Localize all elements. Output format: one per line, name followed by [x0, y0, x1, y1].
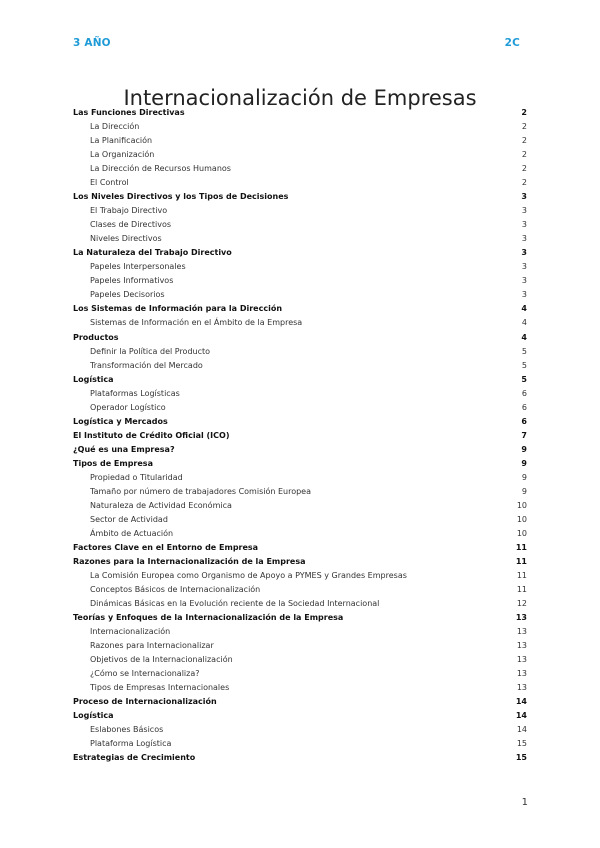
toc-entry-page: 3: [521, 290, 527, 300]
toc-entry-section[interactable]: [73, 429, 527, 443]
toc-entry-page: 10: [516, 514, 527, 524]
toc-entry-label: El Control: [90, 178, 129, 188]
toc-entry-subsection[interactable]: [73, 471, 527, 485]
toc-entry-section[interactable]: [73, 415, 527, 429]
toc-entry-subsection[interactable]: [73, 148, 527, 162]
toc-entry-section[interactable]: [73, 373, 527, 387]
toc-entry-page: 3: [521, 206, 527, 216]
toc-entry-page: 2: [521, 108, 527, 117]
toc-entry-label: Los Sistemas de Información para la Dirección: [73, 304, 283, 314]
page-number: 1: [521, 797, 528, 808]
toc-entry-subsection[interactable]: [73, 485, 527, 499]
toc-entry-label: Sector de Actividad: [90, 514, 168, 524]
toc-entry-label: La Comisión Europea como Organismo de Apoyo a PYMES y Grandes Empresas: [90, 571, 407, 581]
toc-entry-label: Proceso de Internacionalización: [73, 697, 217, 707]
toc-entry-label: ¿Qué es una Empresa?: [73, 444, 175, 454]
toc-entry-subsection[interactable]: [73, 597, 527, 611]
toc-entry-page: 13: [515, 613, 527, 623]
toc-entry-page: 2: [521, 164, 527, 174]
toc-entry-label: El Instituto de Crédito Oficial (ICO): [73, 430, 230, 440]
toc-entry-page: 3: [521, 262, 527, 272]
toc-entry-page: 13: [516, 669, 527, 679]
toc-entry-page: 13: [516, 655, 527, 665]
toc-entry-label: Tipos de Empresas Internacionales: [90, 683, 230, 693]
toc-entry-section[interactable]: [73, 331, 527, 345]
toc-entry-page: 3: [521, 276, 527, 286]
toc-entry-page: 9: [521, 458, 527, 468]
toc-entry-section[interactable]: [73, 555, 527, 569]
toc-entry-subsection[interactable]: [73, 232, 527, 246]
toc-entry-page: 12: [516, 599, 527, 609]
toc-entry-page: 5: [521, 374, 527, 384]
toc-entry-page: 13: [516, 683, 527, 693]
toc-entry-page: 6: [521, 388, 527, 398]
toc-entry-subsection[interactable]: [73, 288, 527, 302]
toc-entry-subsection[interactable]: [73, 134, 527, 148]
toc-entry-page: 9: [521, 472, 527, 482]
toc-entry-subsection[interactable]: [73, 667, 527, 681]
toc-entry-subsection[interactable]: [73, 387, 527, 401]
toc-entry-page: 4: [521, 318, 527, 328]
toc-entry-page: 15: [515, 753, 527, 763]
table-of-contents: [73, 106, 527, 765]
toc-entry-label: Logística y Mercados: [73, 416, 168, 426]
toc-entry-page: 9: [521, 444, 527, 454]
toc-entry-section[interactable]: [73, 246, 527, 260]
toc-entry-section[interactable]: [73, 611, 527, 625]
toc-entry-page: 3: [521, 192, 527, 202]
toc-entry-label: Tamaño por número de trabajadores Comisión Europea: [90, 486, 312, 496]
toc-entry-page: 3: [521, 248, 527, 258]
toc-entry-subsection[interactable]: [73, 120, 527, 134]
toc-entry-label: Factores Clave en el Entorno de Empresa: [73, 542, 259, 552]
toc-entry-label: Definir la Política del Producto: [90, 346, 211, 356]
toc-entry-page: 14: [515, 697, 527, 707]
toc-entry-label: La Dirección de Recursos Humanos: [90, 164, 231, 174]
toc-entry-page: 13: [516, 641, 527, 651]
toc-entry-label: Propiedad o Titularidad: [90, 472, 183, 482]
toc-entry-label: Niveles Directivos: [90, 234, 162, 244]
toc-entry-label: Dinámicas Básicas en la Evolución reciente de la Sociedad Internacional: [90, 599, 380, 609]
toc-entry-page: 6: [521, 416, 527, 426]
toc-entry-subsection[interactable]: [73, 513, 527, 527]
toc-entry-label: La Dirección: [90, 122, 140, 132]
toc-entry-page: 5: [521, 360, 527, 370]
toc-entry-subsection[interactable]: [73, 204, 527, 218]
toc-entry-subsection[interactable]: [73, 583, 527, 597]
toc-entry-section[interactable]: [73, 541, 527, 555]
toc-entry-page: 3: [521, 220, 527, 230]
toc-entry-page: 7: [521, 430, 527, 440]
toc-entry-label: Razones para Internacionalizar: [90, 641, 214, 651]
toc-entry-page: 9: [521, 486, 527, 496]
toc-entry-subsection[interactable]: [73, 737, 527, 751]
toc-entry-label: Teorías y Enfoques de la Internacionalización de la Empresa: [73, 613, 344, 623]
toc-entry-page: 10: [516, 500, 527, 510]
toc-entry-label: Conceptos Básicos de Internacionalización: [90, 585, 261, 595]
toc-entry-section[interactable]: [73, 190, 527, 204]
toc-entry-label: Productos: [73, 332, 119, 342]
toc-entry-label: Logística: [73, 711, 114, 721]
toc-entry-label: La Organización: [90, 150, 155, 160]
toc-entry-label: La Planificación: [90, 136, 153, 146]
toc-entry-page: 11: [515, 542, 527, 552]
toc-entry-section[interactable]: [73, 302, 527, 316]
toc-entry-subsection[interactable]: [73, 316, 527, 330]
toc-entry-section[interactable]: [73, 443, 527, 457]
page-title: Internacionalización de Empresas: [123, 86, 477, 111]
toc-entry-section[interactable]: [73, 457, 527, 471]
toc-entry-label: Transformación del Mercado: [90, 360, 203, 370]
toc-entry-label: Clases de Directivos: [90, 220, 172, 230]
toc-entry-section[interactable]: [73, 106, 527, 120]
toc-entry-subsection[interactable]: [73, 401, 527, 415]
toc-entry-label: Papeles Interpersonales: [90, 262, 186, 272]
toc-entry-section[interactable]: [73, 709, 527, 723]
toc-entry-page: 6: [521, 402, 527, 412]
toc-entry-page: 13: [516, 627, 527, 637]
toc-entry-subsection[interactable]: [73, 218, 527, 232]
header-course-year: 3 AÑO: [73, 37, 111, 49]
toc-entry-subsection[interactable]: [73, 274, 527, 288]
toc-entry-page: 2: [521, 178, 527, 188]
toc-entry-label: Internacionalización: [90, 627, 171, 637]
toc-entry-page: 4: [521, 332, 527, 342]
toc-entry-label: Logística: [73, 374, 114, 384]
toc-entry-label: El Trabajo Directivo: [90, 206, 168, 216]
toc-entry-page: 11: [516, 585, 527, 595]
toc-entry-subsection[interactable]: [73, 527, 527, 541]
toc-entry-page: 2: [521, 122, 527, 132]
toc-entry-label: Sistemas de Información en el Ámbito de la Empresa: [90, 318, 303, 328]
toc-entry-subsection[interactable]: [73, 681, 527, 695]
toc-entry-label: Los Niveles Directivos y los Tipos de Decisiones: [73, 192, 289, 202]
toc-entry-label: Objetivos de la Internacionalización: [90, 655, 233, 665]
toc-entry-page: 5: [521, 346, 527, 356]
toc-entry-subsection[interactable]: [73, 723, 527, 737]
toc-entry-subsection[interactable]: [73, 176, 527, 190]
toc-entry-section[interactable]: [73, 751, 527, 765]
toc-entry-label: Naturaleza de Actividad Económica: [90, 500, 232, 510]
toc-entry-subsection[interactable]: [73, 653, 527, 667]
toc-entry-label: Las Funciones Directivas: [73, 108, 185, 117]
toc-entry-label: Tipos de Empresa: [73, 458, 153, 468]
toc-entry-label: Razones para la Internacionalización de la Empresa: [73, 557, 306, 566]
toc-entry-label: Papeles Decisorios: [90, 290, 165, 300]
toc-entry-label: Operador Logístico: [90, 402, 166, 412]
toc-entry-page: 11: [515, 557, 527, 566]
toc-entry-page: 2: [521, 150, 527, 160]
toc-entry-subsection[interactable]: [73, 569, 527, 583]
toc-entry-label: ¿Cómo se Internacionaliza?: [90, 669, 200, 679]
toc-entry-subsection[interactable]: [73, 345, 527, 359]
toc-entry-section[interactable]: [73, 695, 527, 709]
toc-entry-subsection[interactable]: [73, 162, 527, 176]
header-group: 2C: [504, 37, 520, 49]
toc-entry-page: 3: [521, 234, 527, 244]
toc-entry-subsection[interactable]: [73, 499, 527, 513]
toc-entry-subsection[interactable]: [73, 625, 527, 639]
toc-entry-label: La Naturaleza del Trabajo Directivo: [73, 248, 232, 258]
toc-entry-page: 10: [516, 528, 527, 538]
toc-entry-label: Eslabones Básicos: [90, 725, 164, 735]
toc-entry-label: Estrategias de Crecimiento: [73, 753, 196, 763]
toc-entry-page: 15: [516, 739, 527, 749]
toc-entry-page: 4: [521, 304, 527, 314]
toc-entry-subsection[interactable]: [73, 260, 527, 274]
toc-entry-subsection[interactable]: [73, 359, 527, 373]
toc-entry-label: Plataforma Logística: [90, 739, 172, 749]
toc-entry-label: Plataformas Logísticas: [90, 388, 180, 398]
toc-entry-subsection[interactable]: [73, 639, 527, 653]
toc-entry-label: Papeles Informativos: [90, 276, 174, 286]
toc-entry-page: 2: [521, 136, 527, 146]
toc-entry-page: 14: [515, 711, 527, 721]
toc-entry-page: 14: [516, 725, 527, 735]
toc-entry-page: 11: [516, 571, 527, 581]
toc-entry-label: Ámbito de Actuación: [90, 528, 174, 538]
